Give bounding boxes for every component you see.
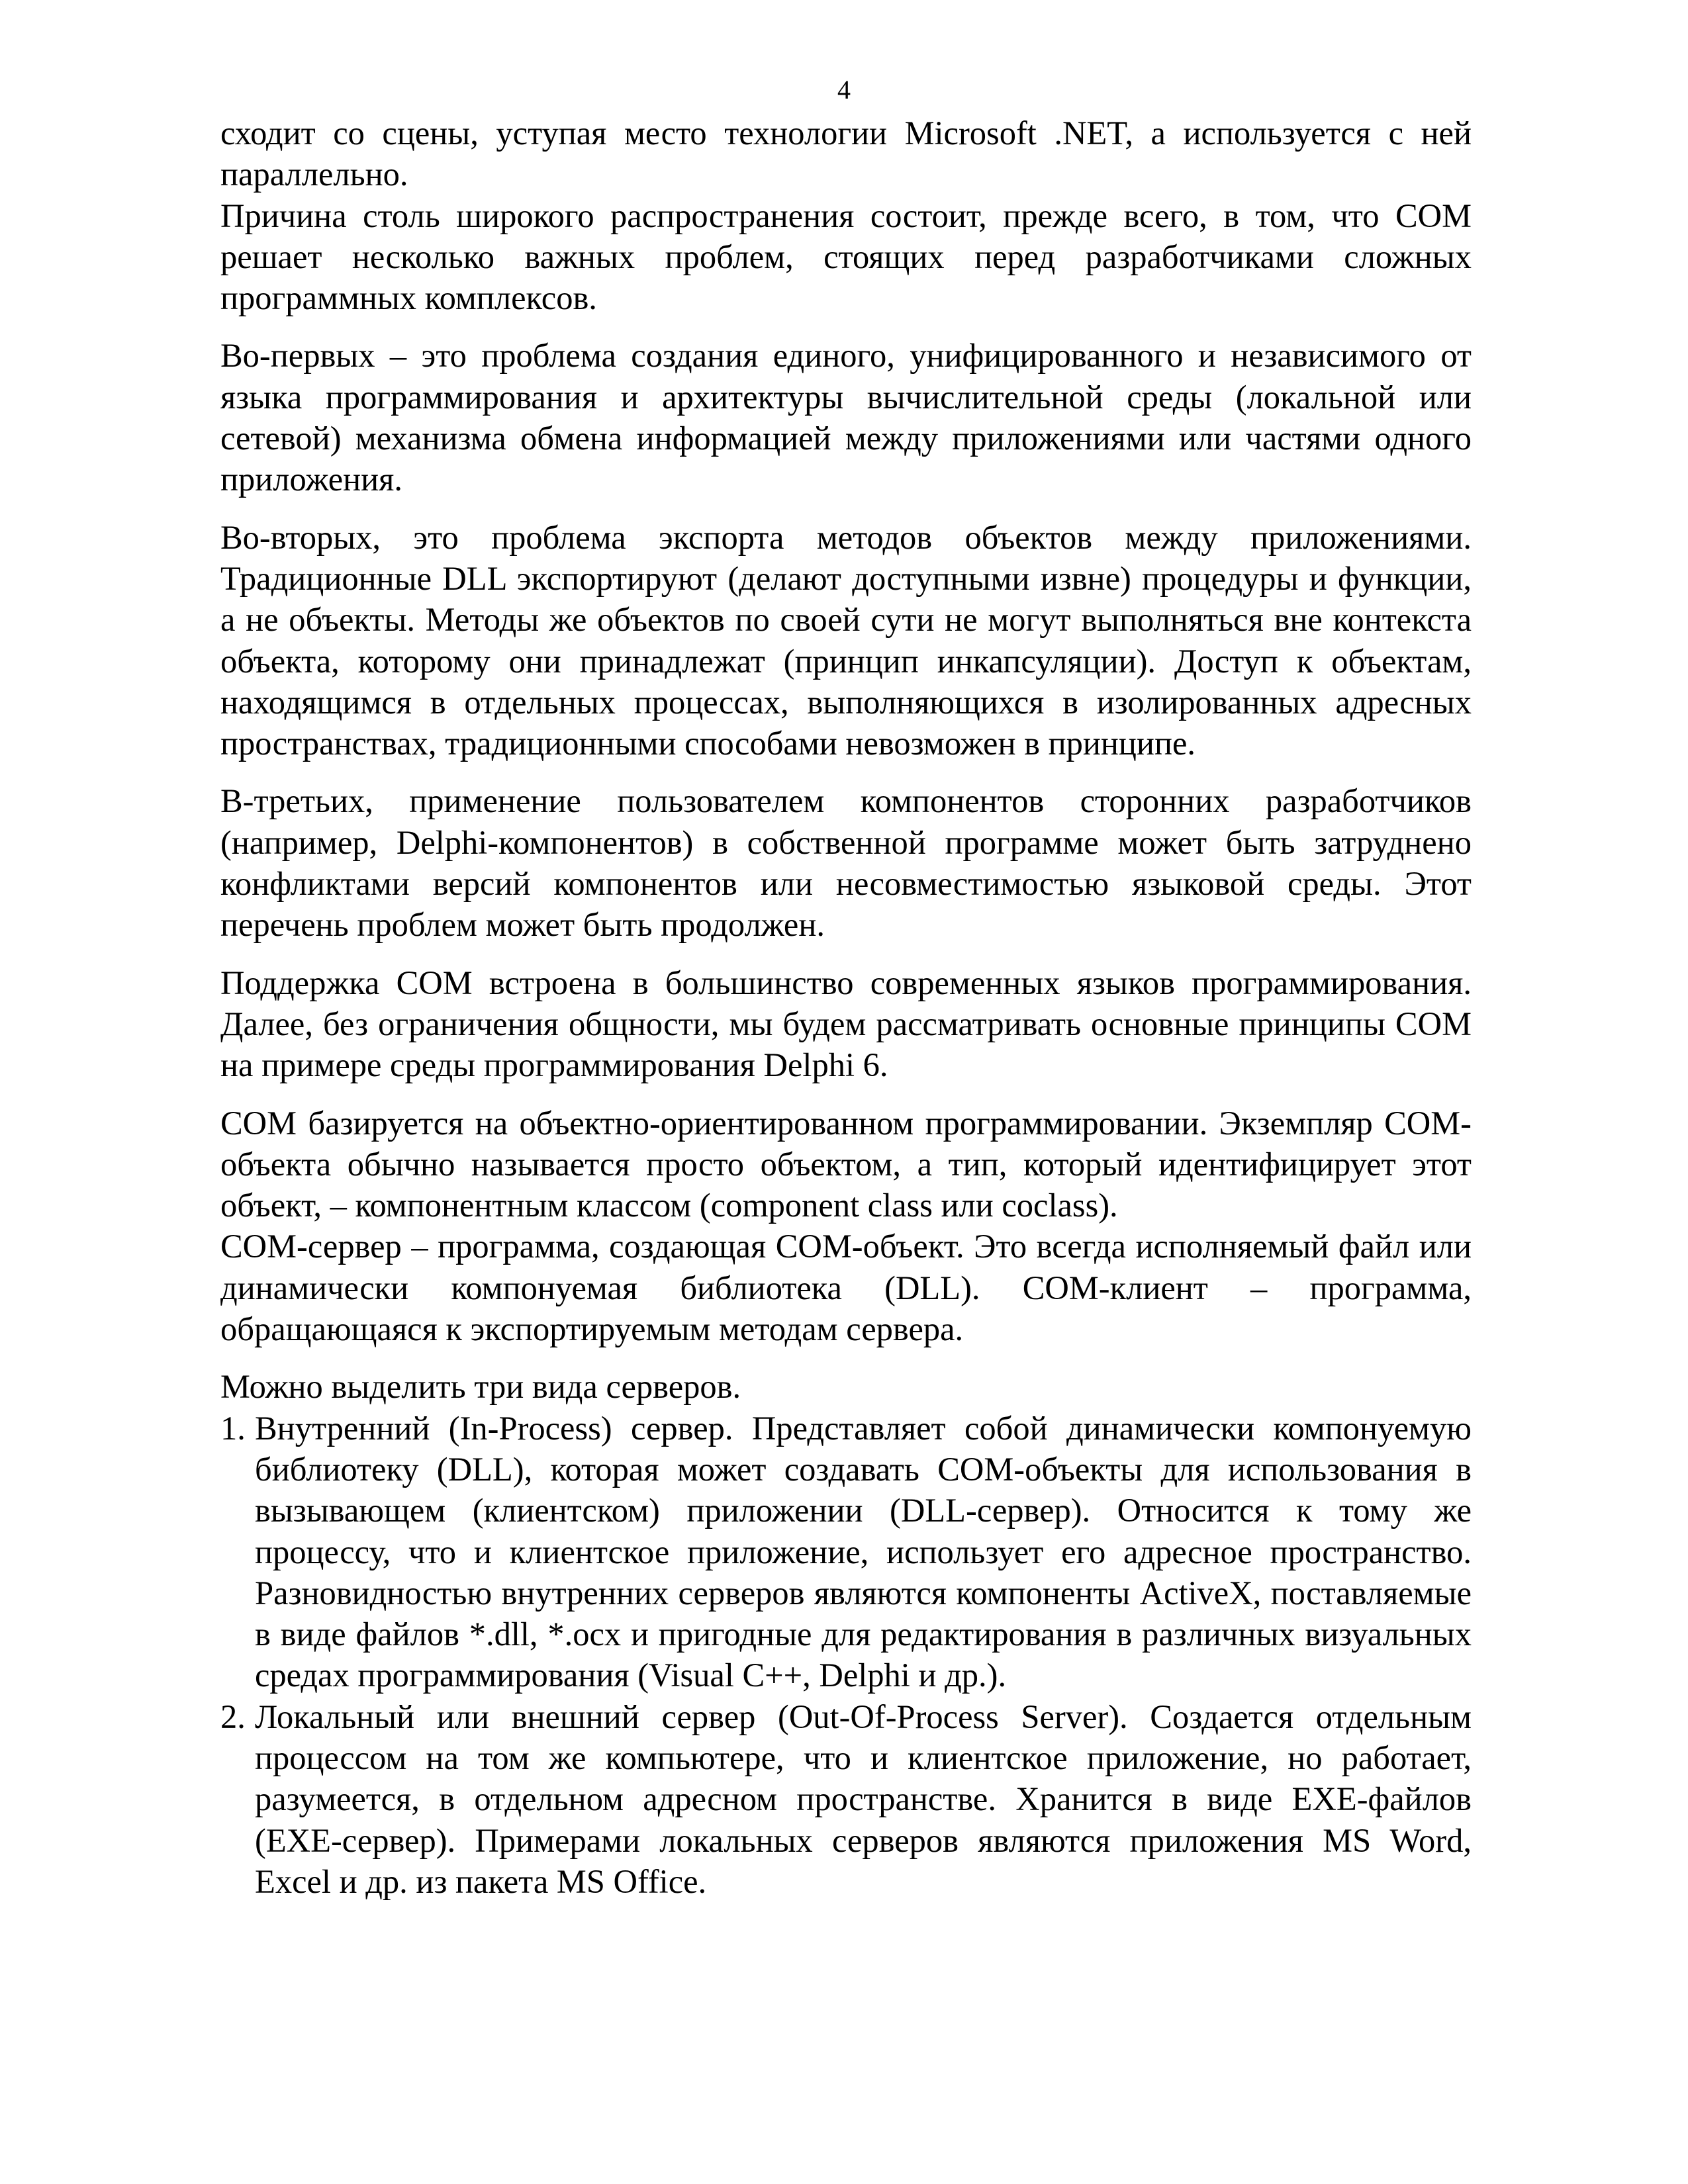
- list-item-text: Локальный или внешний сервер (Out-Of-Process Server). Создается отдельным процессом на том же компьютере, что и клиентское приложение, но работает, разумеется, в отдельном адресном пространстве. Хранится в виде EXE-файлов (EXE-сервер). Примерами локальных серверов являются приложения MS Word, Excel и др. из пакета MS Office.: [255, 1698, 1472, 1900]
- paragraph-second-problem: Во-вторых, это проблема экспорта методов объектов между приложениями. Традиционные DLL экспортируют (делают доступными извне) процедуры и функции, а не объекты. Методы же объектов по своей сути не могут выполняться вне контекста объекта, которому они принадлежат (принцип инкапсуляции). Доступ к объектам, находящимся в отдельных процессах, выполняющихся в изолированных адресных пространствах, традиционными способами невозможен в принципе.: [220, 518, 1472, 762]
- page-number: 4: [837, 75, 851, 105]
- list-item-in-process-server: [220, 1408, 1472, 1696]
- list-item-number: 2.: [220, 1698, 246, 1735]
- paragraph-server-types-intro: Можно выделить три вида серверов.: [220, 1368, 741, 1406]
- list-item-local-server: [220, 1696, 1472, 1902]
- server-types-list: [220, 1408, 1472, 1903]
- list-item-text: Внутренний (In-Process) сервер. Представляет собой динамически компонуемую библиотеку (DLL), которая может создавать COM-объекты для использования в вызывающем (клиентском) приложении (DLL-сервер). Относится к тому же процессу, что и клиентское приложение, использует его адресное пространство. Разновидностью внутренних серверов являются компоненты ActiveX, поставляемые в виде файлов *.dll, *.ocx и пригодные для редактирования в различных визуальных средах программирования (Visual C++, Delphi и др.).: [255, 1409, 1472, 1694]
- paragraph-first-problem: Во-первых – это проблема создания единого, унифицированного и независимого от языка программирования и архитектуры вычислительной среды (локальной или сетевой) механизма обмена информацией между приложениями или частями одного приложения.: [220, 337, 1472, 498]
- paragraph-com-server-client: COM-сервер – программа, создающая COM-объект. Это всегда исполняемый файл или динамически компонуемая библиотека (DLL). COM-клиент – программа, обращающаяся к экспортируемым методам сервера.: [220, 1228, 1472, 1348]
- paragraph-com-support: Поддержка COM встроена в большинство современных языков программирования. Далее, без ограничения общности, мы будем рассматривать основные принципы COM на примере среды программирования Delphi 6.: [220, 964, 1472, 1084]
- paragraph-net-continuation: сходит со сцены, уступая место технологии Microsoft .NET, а используется с ней параллельно.: [220, 114, 1472, 193]
- paragraph-com-oop: COM базируется на объектно-ориентированном программировании. Экземпляр COM-объекта обычно называется просто объектом, а тип, который идентифицирует этот объект, – компонентным классом (component class или coclass).: [220, 1104, 1472, 1224]
- paragraph-com-reasons: Причина столь широкого распространения состоит, прежде всего, в том, что COM решает несколько важных проблем, стоящих перед разработчиками сложных программных комплексов.: [220, 197, 1472, 317]
- page-body: [220, 113, 1472, 1902]
- list-item-number: 1.: [220, 1409, 246, 1447]
- paragraph-third-problem: В-третьих, применение пользователем компонентов сторонних разработчиков (например, Delphi-компонентов) в собственной программе может быть затруднено конфликтами версий компонентов или несовместимостью языковой среды. Этот перечень проблем может быть продолжен.: [220, 782, 1472, 944]
